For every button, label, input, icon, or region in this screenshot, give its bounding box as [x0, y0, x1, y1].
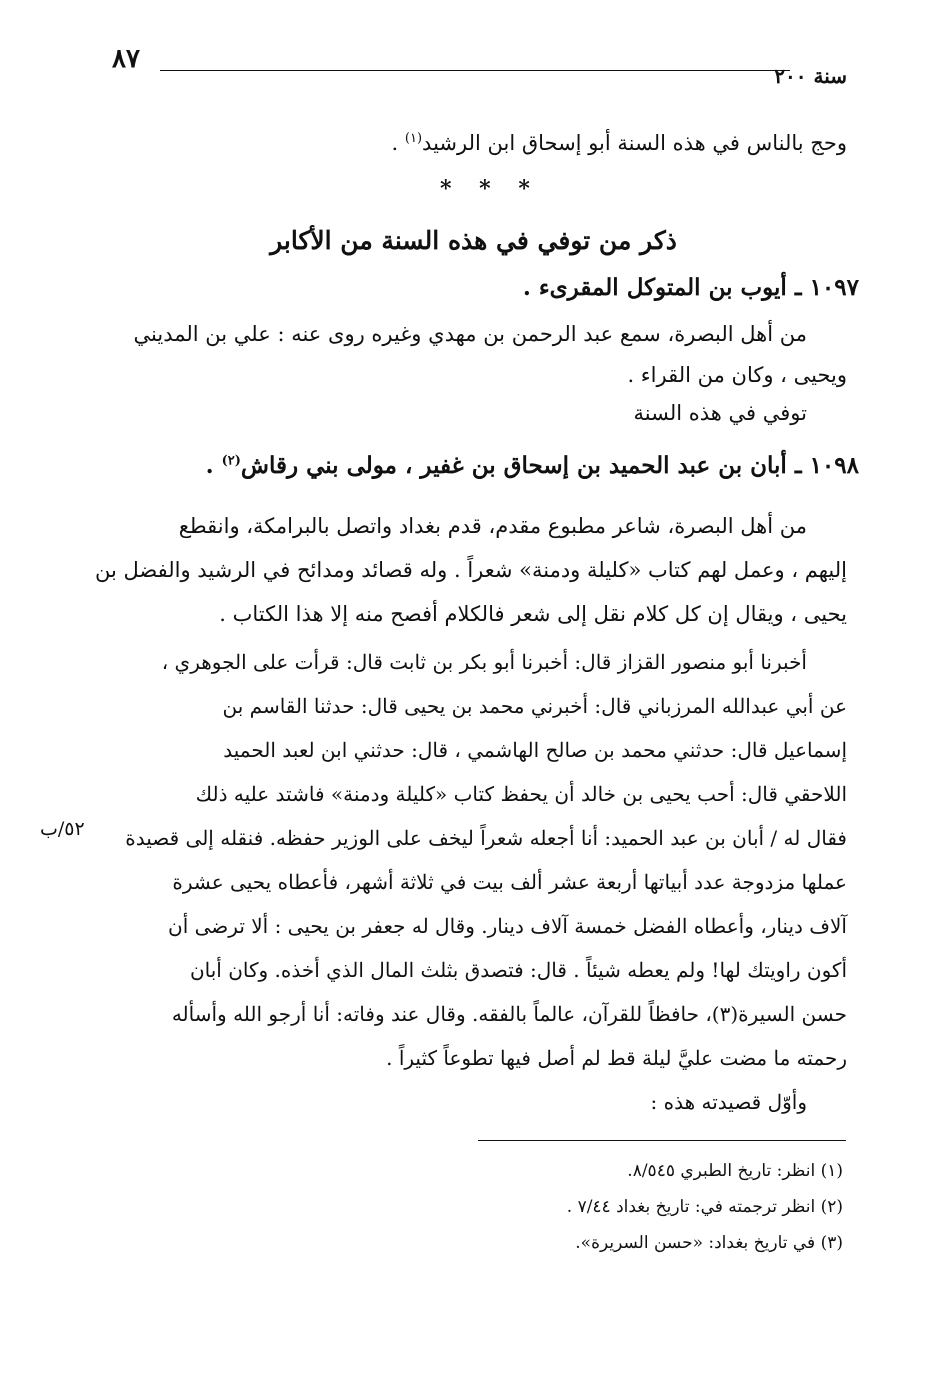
footnote-1: (١) انظر: تاريخ الطبري ٨/٥٤٥. — [627, 1161, 843, 1181]
section-heading: ذكر من توفي في هذه السنة من الأكابر — [270, 226, 677, 255]
entry-1097-title: ١٠٩٧ ـ أيوب بن المتوكل المقرىء . — [522, 274, 859, 301]
narration-body — [97, 640, 847, 1124]
intro-line: وحج بالناس في هذه السنة أبو إسحاق ابن الرشيد$^{(١)}$ . — [391, 131, 847, 155]
footnote-ref-2: (٢) — [221, 453, 241, 469]
entry-1097-body — [97, 312, 847, 432]
entry-1097-line: ويحيى ، وكان من القراء . — [627, 363, 847, 387]
entry-1097-line: توفي في هذه السنة — [633, 401, 807, 425]
footnote-rule — [478, 1140, 846, 1141]
entry-1098-title: ١٠٩٨ ـ أبان بن عبد الحميد بن إسحاق بن غفير ، مولى بني رقاش$^{(٢)}$ . — [205, 452, 859, 479]
entry-1098-title-text: ١٠٩٨ ـ أبان بن عبد الحميد بن إسحاق بن غفير ، مولى بني رقاش — [240, 452, 859, 479]
entry-1098-line: إليهم ، وعمل لهم كتاب «كليلة ودمنة» شعراً . وله قصائد ومدائح في الرشيد والفضل بن — [95, 558, 847, 582]
narration-line: عن أبي عبدالله المرزباني قال: أخبرني محمد بن يحيى قال: حدثنا القاسم بن — [222, 694, 847, 718]
narration-line: حسن السيرة(٣)، حافظاً للقرآن، عالماً بالفقه. وقال عند وفاته: أنا أرجو الله وأسأله — [171, 1002, 847, 1026]
manuscript-folio-note: ٥٢/ب — [40, 818, 85, 840]
entry-1097-line: من أهل البصرة، سمع عبد الرحمن بن مهدي وغيره روى عنه : علي بن المديني — [133, 322, 807, 346]
narration-line: رحمته ما مضت عليَّ ليلة قط لم أصل فيها تطوعاً كثيراً . — [386, 1046, 847, 1070]
narration-line: أخبرنا أبو منصور القزاز قال: أخبرنا أبو بكر بن ثابت قال: قرأت على الجوهري ، — [161, 650, 807, 674]
page-number: ٨٧ — [112, 44, 140, 74]
footnote-ref-1: (١) — [404, 131, 423, 146]
section-separator: * * * — [440, 176, 540, 202]
entry-1098-line: يحيى ، ويقال إن كل كلام نقل إلى شعر فالكلام أفصح منه إلا هذا الكتاب . — [219, 602, 847, 626]
footnote-3: (٣) في تاريخ بغداد: «حسن السريرة». — [575, 1233, 843, 1253]
narration-line: أكون راويتك لها! ولم يعطه شيئاً . قال: فتصدق بثلث المال الذي أخذه. وكان أبان — [189, 958, 847, 982]
footnote-2: (٢) انظر ترجمته في: تاريخ بغداد ٧/٤٤ . — [566, 1197, 843, 1217]
entry-1098-line: من أهل البصرة، شاعر مطبوع مقدم، قدم بغداد واتصل بالبرامكة، وانقطع — [178, 514, 807, 538]
entry-1098-body — [97, 504, 847, 636]
narration-line: إسماعيل قال: حدثني محمد بن صالح الهاشمي ، قال: حدثني ابن لعبد الحميد — [223, 738, 847, 762]
narration-line: آلاف دينار، وأعطاه الفضل خمسة آلاف دينار. وقال له جعفر بن يحيى : ألا ترضى أن — [168, 914, 847, 938]
narration-line: وأوّل قصيدته هذه : — [650, 1090, 807, 1114]
intro-text: وحج بالناس في هذه السنة أبو إسحاق ابن الرشيد — [422, 131, 847, 155]
narration-line: فقال له / أبان بن عبد الحميد: أنا أجعله شعراً ليخف على الوزير حفظه. فنقله إلى قصيدة — [125, 826, 847, 850]
narration-line: اللاحقي قال: أحب يحيى بن خالد أن يحفظ كتاب «كليلة ودمنة» فاشتد عليه ذلك — [195, 782, 847, 806]
header-rule — [160, 70, 790, 71]
running-header-year: سنة ٢٠٠ — [774, 64, 847, 88]
narration-line: عملها مزدوجة عدد أبياتها أربعة عشر ألف بيت في ثلاثة أشهر، فأعطاه يحيى عشرة — [172, 870, 847, 894]
